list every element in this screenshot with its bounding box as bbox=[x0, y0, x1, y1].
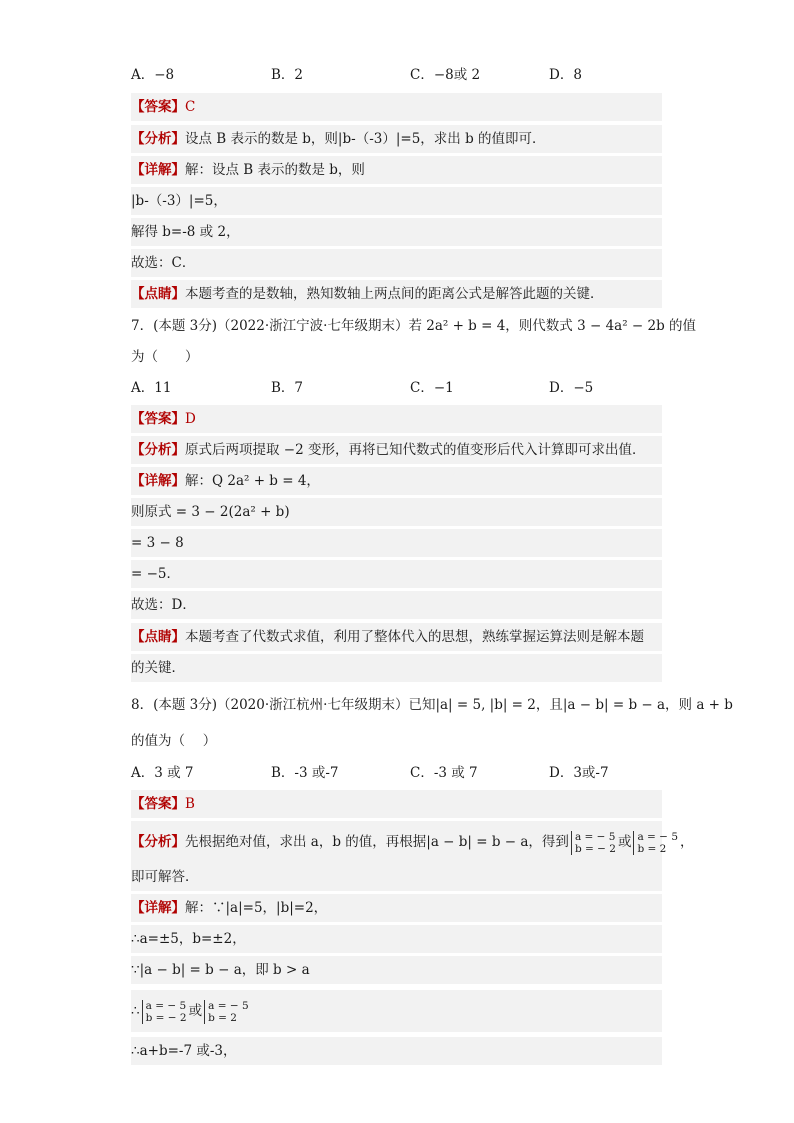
analysis-text: 先根据绝对值，求出 a，b 的值，再根据|a − b| = b − a，得到 bbox=[185, 834, 569, 850]
q8-step-4: ∴a+b=-7 或-3， bbox=[131, 1037, 662, 1065]
q7-comment-1 bbox=[131, 623, 662, 651]
equation-system-1b bbox=[142, 1000, 187, 1024]
option-a: A．−8 bbox=[131, 67, 175, 83]
sys2-row-2: b = 2 bbox=[637, 842, 667, 855]
q6-comment bbox=[131, 280, 662, 308]
detail-tag: 【详解】 bbox=[131, 900, 185, 916]
q6-detail bbox=[131, 156, 662, 184]
sys2-row-1: a = − 5 bbox=[637, 830, 679, 843]
q6-step-1: |b-（-3）|=5， bbox=[131, 187, 662, 215]
q8-stem-2: 的值为（ ） bbox=[131, 733, 217, 749]
q7-step-1: 则原式 = 3 − 2(2a² + b) bbox=[131, 498, 662, 526]
q7-stem-2: 为（ ） bbox=[131, 349, 199, 365]
option-b: B．2 bbox=[271, 67, 304, 83]
analysis-end: ， bbox=[680, 834, 694, 850]
q7-step-4: 故选：D． bbox=[131, 591, 662, 619]
sys1b-row-2: b = − 2 bbox=[145, 1011, 187, 1024]
detail-tag: 【详解】 bbox=[131, 473, 185, 489]
q6-step-3: 故选：C． bbox=[131, 249, 662, 277]
q7-detail bbox=[131, 467, 662, 495]
detail-text: 解：∵|a|=5，|b|=2， bbox=[185, 900, 328, 916]
comment-text: 本题考查了代数式求值，利用了整体代入的思想，熟练掌握运算法则是解本题 bbox=[185, 629, 644, 645]
q7-analysis bbox=[131, 436, 662, 464]
q7-stem-1: 7．(本题 3分)（2022·浙江宁波·七年级期末）若 2a² + b = 4，则代数式 3 − 4a² − 2b 的值 bbox=[131, 318, 697, 334]
option-b: B．-3 或-7 bbox=[271, 765, 339, 781]
q8-options bbox=[131, 759, 662, 787]
q6-answer bbox=[131, 93, 662, 121]
comment-tag: 【点睛】 bbox=[131, 629, 185, 645]
q7-step-3: = −5． bbox=[131, 560, 662, 588]
option-c: C．−1 bbox=[410, 380, 454, 396]
q7-answer bbox=[131, 405, 662, 433]
q8-step-3 bbox=[131, 990, 662, 1032]
q8-step-2: ∵|a − b| = b − a，即 b > a bbox=[131, 956, 662, 984]
equation-system-2 bbox=[633, 831, 678, 855]
sys2b-row-2: b = 2 bbox=[208, 1011, 237, 1024]
q7-step-2: = 3 − 8 bbox=[131, 529, 662, 557]
option-c: C．-3 或 7 bbox=[410, 765, 478, 781]
answer-tag: 【答案】 bbox=[131, 99, 185, 115]
q6-options bbox=[131, 61, 662, 89]
q8-stem-1: 8．(本题 3分)（2020·浙江杭州·七年级期末）已知|a| = 5, |b| = 2，且|a − b| = b − a，则 a + b bbox=[131, 697, 733, 713]
detail-text: 解：Q 2a² + b = 4， bbox=[185, 473, 320, 489]
equation-system-2b bbox=[204, 1000, 249, 1024]
sys1-row-1: a = − 5 bbox=[574, 830, 616, 843]
analysis-text: 原式后两项提取 −2 变形，再将已知代数式的值变形后代入计算即可求出值． bbox=[185, 442, 646, 458]
sys1-row-2: b = − 2 bbox=[574, 842, 616, 855]
or-text: 或 bbox=[617, 834, 632, 850]
option-d: D．−5 bbox=[549, 380, 594, 396]
comment-tag: 【点睛】 bbox=[131, 286, 185, 302]
analysis-tag: 【分析】 bbox=[131, 834, 185, 850]
equation-system-1 bbox=[571, 831, 616, 855]
option-b: B．7 bbox=[271, 380, 304, 396]
analysis-text: 设点 B 表示的数是 b，则|b-（-3）|=5，求出 b 的值即可． bbox=[185, 131, 546, 147]
q7-comment-2: 的关键． bbox=[131, 654, 662, 682]
sys1b-row-1: a = − 5 bbox=[145, 999, 187, 1012]
q6-step-2: 解得 b=-8 或 2， bbox=[131, 218, 662, 246]
answer-value: D bbox=[185, 411, 196, 427]
detail-text: 解：设点 B 表示的数是 b，则 bbox=[185, 162, 365, 178]
sys2b-row-1: a = − 5 bbox=[208, 999, 249, 1012]
therefore-symbol: ∴ bbox=[131, 1003, 140, 1019]
option-d: D．8 bbox=[549, 67, 582, 83]
q8-analysis bbox=[131, 821, 694, 863]
answer-value: C bbox=[185, 99, 196, 115]
option-a: A．11 bbox=[131, 380, 172, 396]
q8-answer bbox=[131, 790, 662, 818]
option-c: C．−8或 2 bbox=[410, 67, 481, 83]
answer-tag: 【答案】 bbox=[131, 796, 185, 812]
q7-options bbox=[131, 374, 662, 402]
option-a: A．3 或 7 bbox=[131, 765, 194, 781]
q8-analysis-2: 即可解答． bbox=[131, 863, 662, 891]
or-text-b: 或 bbox=[188, 1003, 203, 1019]
option-d: D．3或-7 bbox=[549, 765, 609, 781]
comment-text: 本题考查的是数轴，熟知数轴上两点间的距离公式是解答此题的关键． bbox=[185, 286, 604, 302]
answer-value: B bbox=[185, 796, 195, 812]
detail-tag: 【详解】 bbox=[131, 162, 185, 178]
analysis-tag: 【分析】 bbox=[131, 131, 185, 147]
answer-tag: 【答案】 bbox=[131, 411, 185, 427]
q6-analysis bbox=[131, 125, 662, 153]
analysis-tag: 【分析】 bbox=[131, 442, 185, 458]
q8-detail bbox=[131, 894, 662, 922]
q8-step-1: ∴a=±5，b=±2， bbox=[131, 925, 662, 953]
